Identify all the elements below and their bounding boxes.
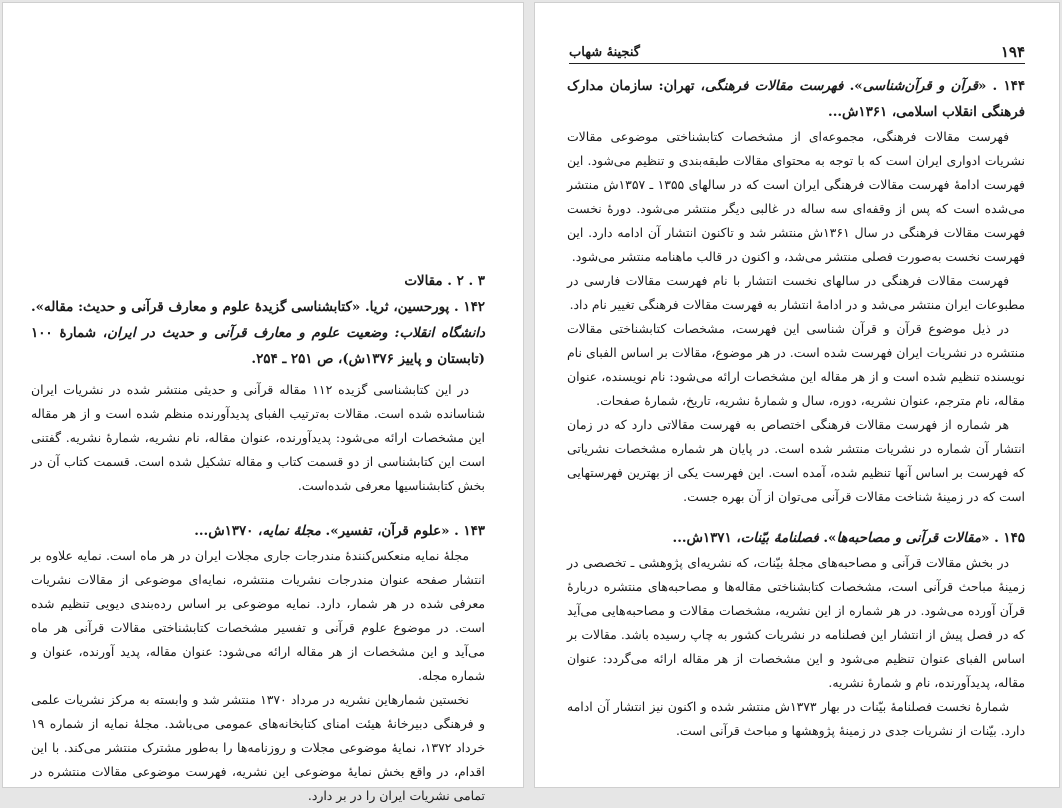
entry-145 xyxy=(567,525,1025,743)
running-header xyxy=(569,39,1025,64)
page-number: ۱۹۴ xyxy=(1000,43,1025,61)
entry-heading-suffix: ، شمارهٔ ۱۰۰ (تابستان و پاییز ۱۳۷۶ش)، ص ۲۵۱ ـ ۲۵۴. xyxy=(31,325,485,367)
entry-143 xyxy=(31,518,485,808)
entry-paragraph: فهرست مقالات فرهنگی در سالهای نخست انتشار با نام فهرست مقالات فارسی در مطبوعات ایران منتشر می‌شد و در ادامهٔ انتشار به فهرست مقالات فرهنگی تغییر نام داد. xyxy=(567,273,1025,312)
entry-heading-separator: ». xyxy=(843,78,863,94)
entry-article-title: مقالات قرآنی و مصاحبه‌ها xyxy=(836,530,982,546)
entry-source-title: فصلنامهٔ بیّنات xyxy=(740,530,819,546)
entry-paragraph: نخستین شمارهاین نشریه در مرداد ۱۳۷۰ منتشر شد و وابسته به مرکز نشریات علمی و فرهنگی دبیرخانهٔ هیئت امنای کتابخانه‌های عمومی می‌باشد. مجلهٔ نمایه از شماره ۱۹ خرداد ۱۳۷۲، نمایهٔ موضوعی مجلات و روزنامه‌ها را به‌طور مشترک منتشر می‌کند. با این اقدام، در واقع بخش نمایهٔ موضوعی این نشریه، فهرست موضوعی مقالات منتشره در تمامی نشریات ایران را در بر دارد. xyxy=(31,692,485,803)
entry-heading-separator: ». xyxy=(818,530,837,546)
entry-heading xyxy=(31,294,485,372)
entry-heading-suffix: ، ۱۳۷۱ش... xyxy=(672,530,741,546)
section-heading: ۳ . ۲ . مقالات xyxy=(404,273,485,289)
entry-heading xyxy=(31,518,485,544)
entry-heading-suffix: ، ۱۳۷۰ش... xyxy=(194,523,263,539)
entry-heading-text: ۱۴۵ . « xyxy=(981,530,1025,546)
entry-paragraph: در ذیل موضوع قرآن و قرآن شناسی این فهرست، مشخصات کتابشناختی مقالات منتشره در نشریات ایران فهرست شده است. در هر موضوع، مقالات بر اساس الفبای نام نویسنده تنظیم شده است و از هر مقاله این مشخصات ارائه می‌شود: نام نویسنده، عنوان مقاله، نام مترجم، عنوان نشریه، دوره، سال و شمارهٔ نشریه، تاریخ، شمارهٔ صفحات. xyxy=(567,321,1025,408)
right-page-content xyxy=(567,73,1025,743)
entry-paragraph: فهرست مقالات فرهنگی، مجموعه‌ای از مشخصات کتابشناختی موضوعی مقالات نشریات ادواری ایران است که با توجه به محتوای مقالات طبقه‌بندی و تنظیم می‌شود. این فهرست ادامهٔ فهرست مقالات فرهنگی ایران است که در سالهای ۱۳۵۵ ـ ۱۳۵۷ش منتشر می‌شده است که پس از وقفه‌ای سه ساله در غالبی دیگر منتشر می‌شود. دورهٔ نخست فهرست مقالات فرهنگی در سال ۱۳۶۱ش منتشر شد و تاکنون انتشار آن ادامه دارد. این فهرست نخست به‌صورت فصلی منتشر می‌شد، و اکنون در قالب ماهنامه منتشر می‌شود. xyxy=(567,129,1025,264)
left-page-content xyxy=(31,268,485,808)
entry-paragraph: در بخش مقالات قرآنی و مصاحبه‌های مجلهٔ بیّنات، که نشریه‌ای پژوهشی ـ تخصصی در زمینهٔ مباحث قرآنی است، مشخصات کتابشناختی مقاله‌ها و مصاحبه‌های منتشره دربارهٔ قرآن آورده می‌شود. در هر شماره از این نشریه، مشخصات مقالات و مصاحبه‌هایی می‌آید که در فصل پیش از انتشار این فصلنامه در نشریات کشور به چاپ رسیده باشد. مقالات بر اساس الفبای عنوان تنظیم می‌شود و این مشخصات از هر مقاله ارائه می‌گردد: عنوان مقاله، پدیدآورنده، نام و شمارهٔ نشریه. xyxy=(567,555,1025,690)
entry-source-title: فهرست مقالات فرهنگی xyxy=(704,78,844,94)
running-title: گنجینهٔ شهاب xyxy=(569,45,640,60)
entry-paragraph: در این کتابشناسی گزیده ۱۱۲ مقاله قرآنی و حدیثی منتشر شده در نشریات ایران شناسانده شده است. مقالات به‌ترتیب الفبای پدیدآورنده منظم شده است و از هر مقاله این مشخصات ارائه می‌شود: پدیدآورنده، عنوان مقاله، نام نشریه، شمارهٔ نشریه. گفتنی است این کتابشناسی از دو قسمت کتاب و مقاله تشکیل شده است. قسمت کتاب آن در بخش کتابشناسیها معرفی شده‌است. xyxy=(31,382,485,493)
entry-paragraph: مجلهٔ نمایه منعکس‌کنندهٔ مندرجات جاری مجلات ایران در هر ماه است. نمایه علاوه بر انتشار صفحه عنوان مندرجات نشریات منتشره، نمایه‌ای موضوعی از مقالات نشریات معرفی شده در هر شمار، دارد. نمایه موضوعی بر اساس رده‌بندی دیویی تنظیم شده است. در موضوع علوم قرآنی و تفسیر مشخصات کتابشناختی مقالات قرآنی هر ماه می‌آید و این مشخصات از هر مقاله ارائه می‌شود: عنوان مقاله، پدید آورنده، عنوان و شماره مجله. xyxy=(31,548,485,683)
entry-heading xyxy=(567,525,1025,551)
entry-paragraph: شمارهٔ نخست فصلنامهٔ بیّنات در بهار ۱۳۷۳ش منتشر شده و اکنون نیز انتشار آن ادامه دارد. بیّنات از نشریات جدی در زمینهٔ پژوهشها و مباحث قرآنی است. xyxy=(567,699,1025,738)
entry-heading-text: ۱۴۲ . پورحسین، ثریا. «کتابشناسی گزیدهٔ علوم و معارف قرآنی و حدیث: مقاله». xyxy=(31,299,485,315)
entry-heading-text: ۱۴۳ . «علوم قرآن، تفسیر». xyxy=(320,523,485,539)
left-page xyxy=(2,2,524,803)
entry-source-title: مجلهٔ نمایه xyxy=(262,523,321,539)
entry-142 xyxy=(31,294,485,498)
right-page xyxy=(534,2,1060,788)
entry-source-title: دانشگاه انقلاب: وضعیت علوم و معارف قرآنی و حدیث در ایران xyxy=(107,325,485,341)
entry-144 xyxy=(567,73,1025,509)
entry-paragraph: هر شماره از فهرست مقالات فرهنگی اختصاص به فهرست مقالاتی دارد که در زمان انتشار آن شماره در نشریات منتشر شده است. در پایان هر شماره مشخصات نشریاتی که فهرست بر اساس آنها تنظیم شده، آمده است. این فهرست یکی از بهترین فهرستهایی است که در زمینهٔ شناخت مقالات قرآنی می‌توان از آن بهره جست. xyxy=(567,417,1025,504)
entry-heading-suffix: ، تهران: سازمان مدارک فرهنگی انقلاب اسلامی، ۱۳۶۱ش... xyxy=(567,78,1025,120)
entry-heading xyxy=(567,73,1025,125)
entry-heading-text: ۱۴۴ . « xyxy=(977,78,1026,94)
entry-article-title: قرآن و قرآن‌شناسی xyxy=(862,78,978,94)
